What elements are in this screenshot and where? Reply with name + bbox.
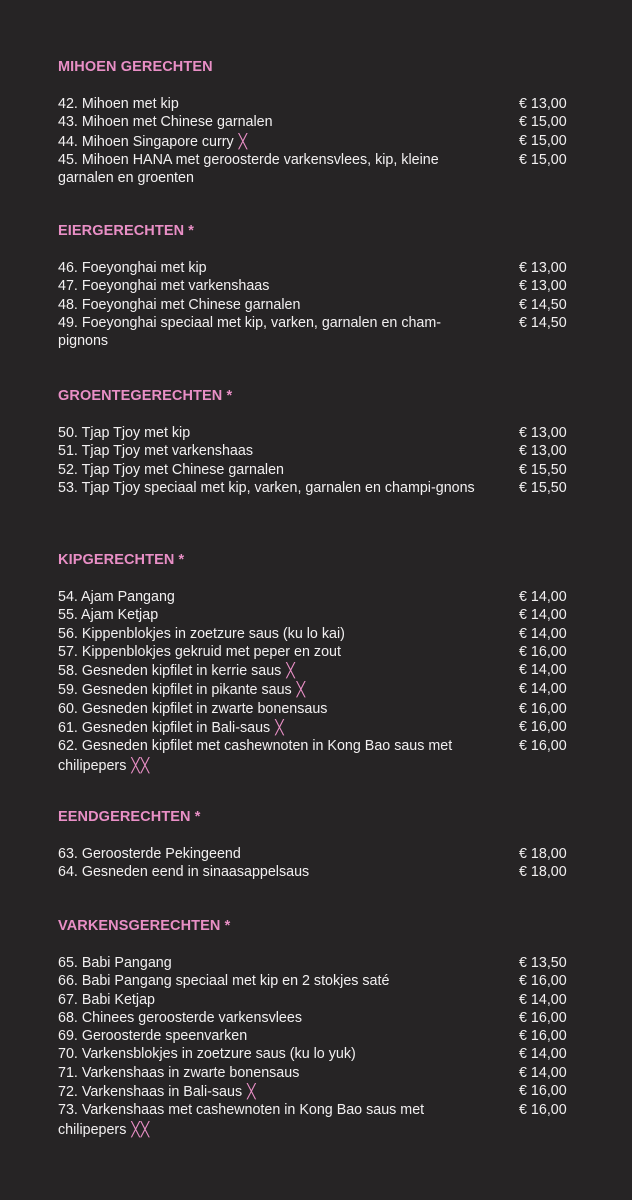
item-price: € 18,00 [519, 864, 567, 881]
section-title: EIERGERECHTEN * [58, 223, 195, 239]
item-price: € 16,00 [519, 1028, 567, 1045]
item-name: 59. Gesneden kipfilet in pikante saus [58, 682, 292, 699]
item-price: € 13,00 [519, 443, 567, 460]
menu-item [58, 588, 578, 606]
section-title: KIPGERECHTEN * [58, 552, 185, 568]
item-name: 67. Babi Ketjap [58, 991, 155, 1008]
item-price: € 18,00 [519, 846, 567, 862]
item-price: € 14,00 [519, 625, 567, 642]
section-varkens [58, 917, 578, 1139]
menu-item [58, 625, 578, 643]
section-mihoen [58, 58, 578, 187]
item-price: € 16,00 [519, 1083, 567, 1100]
item-price: € 13,50 [519, 955, 567, 971]
section-title: EENDGERECHTEN * [58, 809, 201, 825]
item-name: 56. Kippenblokjes in zoetzure saus (ku lo kai) [58, 625, 345, 642]
menu-item [58, 151, 578, 188]
item-name: 72. Varkenshaas in Bali-saus [58, 1084, 243, 1101]
item-name: 51. Tjap Tjoy met varkenshaas [58, 443, 253, 460]
item-name: 49. Foeyonghai speciaal met kip, varken, garnalen en cham-pignons [58, 314, 442, 350]
menu-item [58, 1027, 578, 1045]
item-price: € 14,00 [519, 662, 567, 679]
item-price: € 15,00 [519, 114, 567, 131]
item-price: € 16,00 [519, 973, 567, 990]
section-title: MIHOEN GERECHTEN [58, 59, 213, 75]
section-title: VARKENSGERECHTEN * [58, 918, 231, 934]
menu-item [58, 1009, 578, 1027]
item-name: 50. Tjap Tjoy met kip [58, 425, 191, 441]
section-eier [58, 222, 578, 350]
item-name: 47. Foeyonghai met varkenshaas [58, 278, 270, 295]
item-price: € 14,00 [519, 607, 567, 624]
item-name: 70. Varkensblokjes in zoetzure saus (ku lo yuk) [58, 1046, 356, 1063]
item-name: 57. Kippenblokjes gekruid met peper en zout [58, 643, 341, 660]
item-price: € 16,00 [519, 719, 567, 736]
item-price: € 14,00 [519, 991, 567, 1008]
item-name: 64. Gesneden eend in sinaasappelsaus [58, 864, 310, 881]
menu-item [58, 845, 578, 863]
item-name: 66. Babi Pangang speciaal met kip en 2 stokjes saté [58, 973, 390, 990]
menu-item [58, 442, 578, 460]
spicy-marker-icon: ╳ [238, 132, 249, 149]
item-price: € 13,00 [519, 96, 567, 112]
menu-item [58, 1064, 578, 1082]
menu-item [58, 1045, 578, 1063]
item-price: € 13,00 [519, 425, 567, 441]
item-name: 71. Varkenshaas in zwarte bonensaus [58, 1064, 300, 1081]
item-price: € 15,00 [519, 151, 567, 168]
menu-item [58, 314, 578, 351]
item-name: 65. Babi Pangang [58, 955, 172, 971]
spicy-marker-icon: ╳ [296, 681, 307, 698]
menu-item [58, 718, 578, 737]
menu-item [58, 954, 578, 972]
menu-item [58, 606, 578, 624]
item-name: 46. Foeyonghai met kip [58, 260, 207, 276]
item-price: € 13,00 [519, 260, 567, 276]
item-price: € 14,00 [519, 681, 567, 698]
menu-item [58, 1082, 578, 1101]
item-name: 55. Ajam Ketjap [58, 607, 159, 624]
item-name: 60. Gesneden kipfilet in zwarte bonensaus [58, 700, 328, 717]
spicy-marker-icon: ╳ [247, 1083, 257, 1100]
item-price: € 14,00 [519, 589, 567, 605]
menu-item [58, 296, 578, 314]
menu-item [58, 972, 578, 990]
menu-item [58, 863, 578, 881]
item-name: 43. Mihoen met Chinese garnalen [58, 114, 273, 131]
item-price: € 16,00 [519, 700, 567, 717]
spicy-marker-icon: ╳ [275, 719, 285, 736]
section-groente [58, 387, 578, 497]
menu-item [58, 424, 578, 442]
item-price: € 13,00 [519, 278, 567, 295]
item-name: 63. Geroosterde Pekingeend [58, 846, 241, 862]
menu-item [58, 991, 578, 1009]
menu-item [58, 737, 578, 775]
menu-item [58, 680, 578, 699]
menu-item [58, 1101, 578, 1139]
item-name: 61. Gesneden kipfilet in Bali-saus [58, 720, 271, 737]
item-name: 53. Tjap Tjoy speciaal met kip, varken, garnalen en champi-gnons [58, 479, 475, 496]
item-price: € 15,50 [519, 461, 567, 478]
menu-item [58, 113, 578, 131]
item-price: € 14,00 [519, 1064, 567, 1081]
item-price: € 14,50 [519, 314, 567, 331]
spicy-marker-icon: ╳ [286, 662, 296, 679]
section-kip [58, 551, 578, 775]
item-price: € 14,50 [519, 296, 567, 313]
menu-item [58, 479, 578, 497]
item-price: € 16,00 [519, 1102, 567, 1119]
item-price: € 16,00 [519, 1009, 567, 1026]
menu-item [58, 132, 578, 151]
menu-item [58, 661, 578, 680]
spicy-marker-icon: ╳╳ [131, 756, 151, 773]
item-name: 69. Geroosterde speenvarken [58, 1028, 248, 1045]
item-name: 62. Gesneden kipfilet met cashewnoten in Kong Bao saus met chilipepers [58, 738, 453, 774]
item-name: 54. Ajam Pangang [58, 589, 175, 605]
spicy-marker-icon: ╳╳ [131, 1120, 151, 1137]
item-price: € 15,00 [519, 132, 567, 149]
menu-item [58, 643, 578, 661]
item-name: 58. Gesneden kipfilet in kerrie saus [58, 663, 282, 680]
item-name: 73. Varkenshaas met cashewnoten in Kong Bao saus met chilipepers [58, 1102, 425, 1138]
menu-item [58, 95, 578, 113]
menu-item [58, 259, 578, 277]
item-price: € 16,00 [519, 738, 567, 755]
item-price: € 15,50 [519, 479, 567, 496]
item-name: 44. Mihoen Singapore curry [58, 133, 234, 150]
item-name: 52. Tjap Tjoy met Chinese garnalen [58, 461, 284, 478]
menu-item [58, 700, 578, 718]
section-eend [58, 808, 578, 882]
item-name: 48. Foeyonghai met Chinese garnalen [58, 296, 301, 313]
section-title: GROENTEGERECHTEN * [58, 388, 233, 404]
menu-item [58, 461, 578, 479]
item-price: € 14,00 [519, 1046, 567, 1063]
item-name: 42. Mihoen met kip [58, 96, 179, 112]
item-price: € 16,00 [519, 643, 567, 660]
item-name: 68. Chinees geroosterde varkensvlees [58, 1009, 302, 1026]
item-name: 45. Mihoen HANA met geroosterde varkensvlees, kip, kleine garnalen en groenten [58, 151, 439, 187]
menu-item [58, 277, 578, 295]
